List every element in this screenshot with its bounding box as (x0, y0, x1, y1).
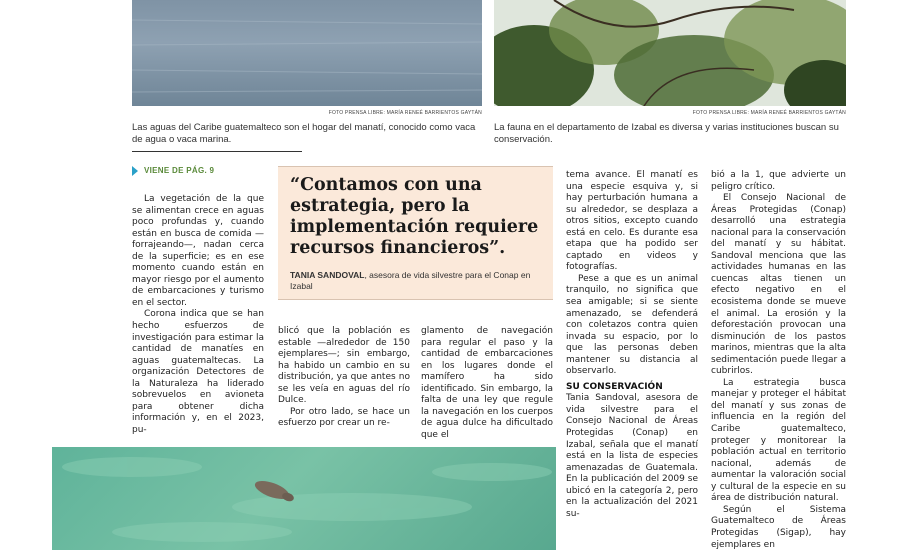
paragraph: La estrategia busca manejar y proteger el hábitat del manatí y sus zonas de influencia en la región del Caribe guatemalteco, proteger y monitorear la población actual en territorio nacional, además de aumentar la valoración social y cultural de la especie en su área de distribución natural. (711, 377, 846, 504)
article-column-4 (566, 170, 698, 520)
paragraph: Tania Sandoval, asesora de vida silvestre para el Consejo Nacional de Áreas Protegidas (Conap) en Izabal, señala que el manatí está en la lista de especies amenazadas de Guatemala. En la publicación del 2009 se ubicó en la categoría 2, pero en la actualización del 2021 su- (566, 393, 698, 519)
article-column-1 (132, 194, 264, 436)
foliage-photo (494, 0, 846, 106)
paragraph: Corona indica que se han hecho esfuerzos de investigación para estimar la cantidad de manatíes en aguas guatemaltecas. La organización Detectores de la Naturaleza ha liderado sobrevuelos en avioneta para obtener dicha información y, en el 2023, pu- (132, 309, 264, 435)
pull-quote-attribution (290, 270, 548, 292)
paragraph: tema avance. El manatí es una especie esquiva y, si hay perturbación humana a su alrededor, se desplaza a otros sitios, excepto cuando está en celo. Es durante esa etapa que ha podido ser captado en videos y fotografías. (566, 170, 698, 273)
photo-credit-left: FOTO PRENSA LIBRE: MARÍA RENEÉ BARRIENTOS GAYTÁN (328, 110, 482, 116)
paragraph: bió a la 1, que advierte un peligro crítico. (711, 170, 846, 192)
paragraph: glamento de navegación para regular el paso y la cantidad de embarcaciones en los lugares donde el mamífero ha sido identificado. Sin embargo, la falta de una ley que regule la navegación en los cuerpos de agua dulce ha dificultado que el (421, 326, 553, 440)
continued-from-text: VIENE DE PÁG. 9 (144, 166, 215, 176)
aerial-manatee-photo (52, 447, 556, 550)
paragraph: El Consejo Nacional de Áreas Protegidas (Conap) desarrolló una estrategia nacional para la conservación del manatí y su hábitat. Sandoval menciona que las actividades humanas en las cuencas altas tienen un efecto negativo en el ecosistema donde se mueve el animal. La erosión y la deforestación provocan una disminución de los pastos marinos, mientras que la alta sedimentación puede llegar a cubrirlos. (711, 193, 846, 377)
aerial-water-illustration (52, 447, 556, 550)
paragraph: Según el Sistema Guatemalteco de Áreas Protegidas (Sigap), hay ejemplares en (711, 504, 846, 550)
photo-credit-right: FOTO PRENSA LIBRE: MARÍA RENEÉ BARRIENTOS GAYTÁN (692, 110, 846, 116)
paragraph: La vegetación de la que se alimentan crece en aguas poco profundas y, cuando están en busca de comida —forrajeando—, nadan cerca de la superficie; es en ese momento cuando están en mayor riesgo por el aumento de embarcaciones y turismo en el sector. (132, 194, 264, 308)
quote-author: TANIA SANDOVAL (290, 270, 365, 280)
photo-caption-right: La fauna en el departamento de Izabal es diversa y varias instituciones buscan su conservación. (494, 122, 839, 145)
paragraph: Pese a que es un animal tranquilo, no significa que sea amigable; si se siente amenazado, se defenderá con coletazos contra quien invada su espacio, por lo que las personas deben mantener su distancia al observarlo. (566, 273, 698, 377)
article-column-3 (421, 326, 553, 441)
section-heading: SU CONSERVACIÓN (566, 381, 663, 392)
water-photo (132, 0, 482, 106)
caption-divider (132, 151, 302, 152)
photo-caption-left: Las aguas del Caribe guatemalteco son el hogar del manatí, conocido como vaca de agua o vaca marina. (132, 122, 476, 145)
paragraph: Por otro lado, se hace un esfuerzo por crear un re- (278, 406, 410, 429)
arrow-right-icon (132, 166, 138, 176)
paragraph: blicó que la población es estable —alrededor de 150 ejemplares—; sin embargo, ha habido un cambio en su distribución, ya que antes no se les veía en aguas del río Dulce. (278, 326, 410, 406)
water-texture (132, 0, 482, 106)
foliage-illustration (494, 0, 846, 106)
article-column-2 (278, 326, 410, 430)
continued-from-tag (132, 166, 214, 176)
pull-quote-text: “Contamos con una estrategia, pero la implementación requiere recursos financieros”. (290, 175, 539, 258)
quote-author-role: , asesora de vida silvestre para el Conap en Izabal (290, 270, 531, 291)
article-column-5 (711, 170, 846, 551)
